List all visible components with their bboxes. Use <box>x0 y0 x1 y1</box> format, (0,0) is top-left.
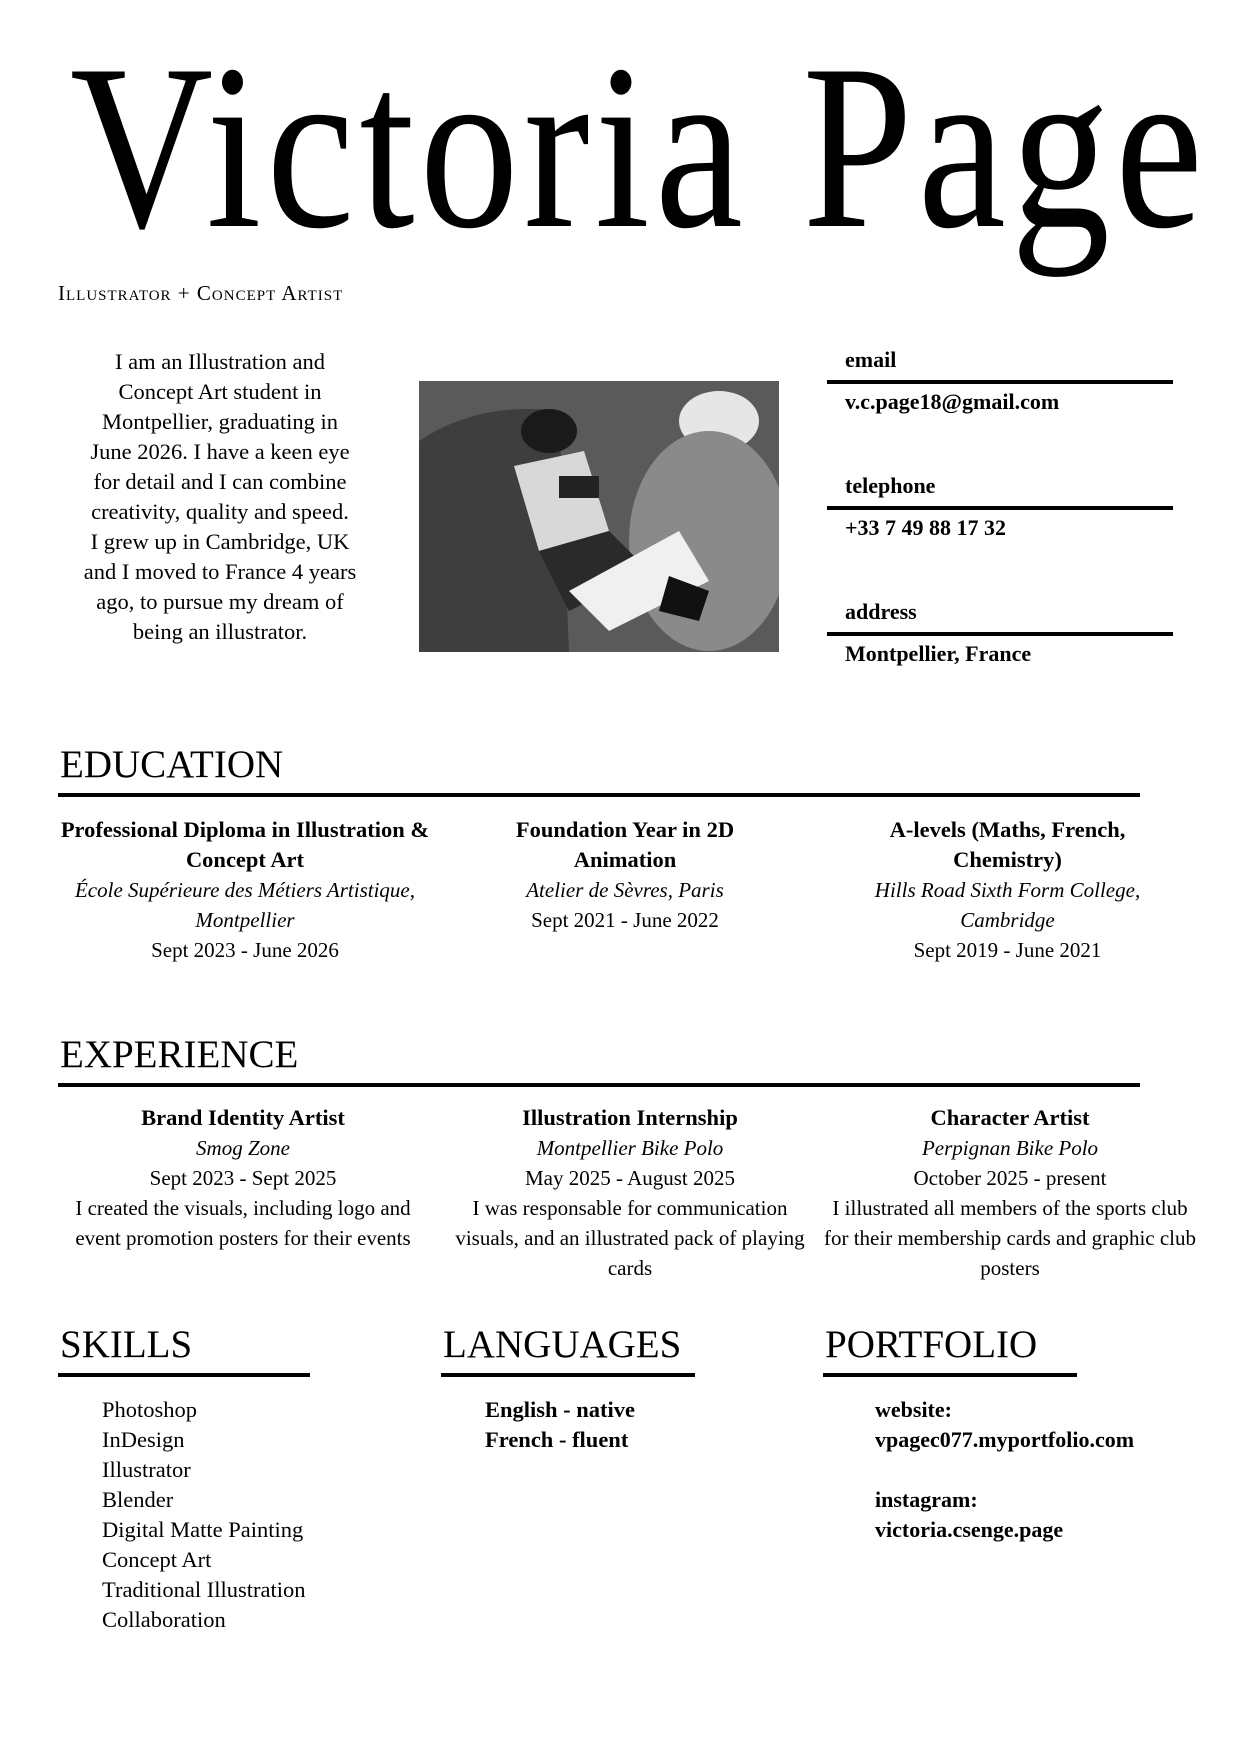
intro-line: ago, to pursue my dream of <box>96 589 344 614</box>
experience-title: Illustration Internship <box>522 1105 738 1130</box>
email-value[interactable]: v.c.page18@gmail.com <box>845 389 1060 414</box>
instagram-label: instagram: <box>875 1487 978 1512</box>
skills-list <box>102 1395 306 1635</box>
email-label: email <box>845 347 897 372</box>
education-title: Foundation Year in 2D Animation <box>515 817 735 872</box>
list-item: French - fluent <box>485 1427 629 1452</box>
education-rule <box>58 793 1140 797</box>
education-school: École Supérieure des Métiers Artistique, Montpellier <box>74 878 415 932</box>
list-item: Concept Art <box>102 1547 212 1572</box>
experience-dates: October 2025 - present <box>913 1166 1107 1190</box>
experience-heading: EXPERIENCE <box>60 1033 299 1076</box>
experience-org: Smog Zone <box>196 1136 290 1160</box>
languages-heading: LANGUAGES <box>443 1323 682 1366</box>
list-item: Collaboration <box>102 1607 226 1632</box>
intro-line: creativity, quality and speed. <box>91 499 349 524</box>
page-title: Victoria Page <box>70 17 1209 278</box>
list-item: Photoshop <box>102 1397 198 1422</box>
list-item: Blender <box>102 1487 174 1512</box>
intro-line: I am an Illustration and <box>115 349 325 374</box>
education-title: A-levels (Maths, French, Chemistry) <box>889 817 1126 872</box>
portfolio-rule <box>823 1373 1077 1377</box>
experience-description: I was responsable for communication visuals, and an illustrated pack of playing cards <box>455 1196 805 1280</box>
list-item: English - native <box>485 1397 636 1422</box>
skills-rule <box>58 1373 310 1377</box>
telephone-value[interactable]: +33 7 49 88 17 32 <box>845 515 1007 540</box>
instagram-link[interactable]: victoria.csenge.page <box>875 1517 1064 1542</box>
education-dates: Sept 2021 - June 2022 <box>531 908 719 932</box>
experience-org: Perpignan Bike Polo <box>921 1136 1099 1160</box>
profile-photo <box>419 381 779 652</box>
intro-paragraph <box>50 347 390 647</box>
experience-item <box>820 1103 1200 1283</box>
education-school: Hills Road Sixth Form College, Cambridge <box>874 878 1141 932</box>
experience-description: I illustrated all members of the sports club for their membership cards and graphic club posters <box>823 1196 1197 1280</box>
languages-rule <box>441 1373 695 1377</box>
portfolio-links <box>875 1395 1134 1545</box>
list-item: Traditional Illustration <box>102 1577 306 1602</box>
intro-line: Concept Art student in <box>118 379 322 404</box>
experience-dates: Sept 2023 - Sept 2025 <box>149 1166 337 1190</box>
intro-line: and I moved to France 4 years <box>83 559 357 584</box>
profile-photo-illustration <box>419 381 779 652</box>
intro-line: for detail and I can combine <box>93 469 347 494</box>
address-rule <box>827 632 1173 636</box>
tagline: Illustrator + Concept Artist <box>58 281 344 305</box>
experience-title: Character Artist <box>930 1105 1090 1130</box>
telephone-label: telephone <box>845 473 936 498</box>
education-item <box>855 815 1160 965</box>
intro-line: June 2026. I have a keen eye <box>90 439 350 464</box>
address-value: Montpellier, France <box>845 641 1032 666</box>
education-school: Atelier de Sèvres, Paris <box>526 878 724 902</box>
website-link[interactable]: vpagec077.myportfolio.com <box>875 1427 1135 1452</box>
education-title: Professional Diploma in Illustration & Concept Art <box>60 817 430 872</box>
intro-line: being an illustrator. <box>132 619 308 644</box>
intro-line: Montpellier, graduating in <box>102 409 338 434</box>
experience-title: Brand Identity Artist <box>141 1105 345 1130</box>
education-item <box>470 815 780 935</box>
list-item: InDesign <box>102 1427 185 1452</box>
list-item: Digital Matte Painting <box>102 1517 304 1542</box>
email-rule <box>827 380 1173 384</box>
education-item <box>60 815 430 965</box>
telephone-rule <box>827 506 1173 510</box>
address-label: address <box>845 599 917 624</box>
experience-org: Montpellier Bike Polo <box>536 1136 724 1160</box>
experience-description: I created the visuals, including logo and event promotion posters for their events <box>75 1196 411 1250</box>
education-heading: EDUCATION <box>60 743 284 786</box>
languages-list <box>485 1395 635 1455</box>
list-item: Illustrator <box>102 1457 191 1482</box>
education-dates: Sept 2019 - June 2021 <box>913 938 1102 962</box>
skills-heading: SKILLS <box>60 1323 193 1366</box>
website-label: website: <box>875 1397 952 1422</box>
experience-item <box>58 1103 428 1253</box>
experience-item <box>445 1103 815 1283</box>
portfolio-heading: PORTFOLIO <box>825 1323 1038 1366</box>
education-dates: Sept 2023 - June 2026 <box>151 938 339 962</box>
intro-line: I grew up in Cambridge, UK <box>90 529 350 554</box>
experience-rule <box>58 1083 1140 1087</box>
experience-dates: May 2025 - August 2025 <box>525 1166 735 1190</box>
